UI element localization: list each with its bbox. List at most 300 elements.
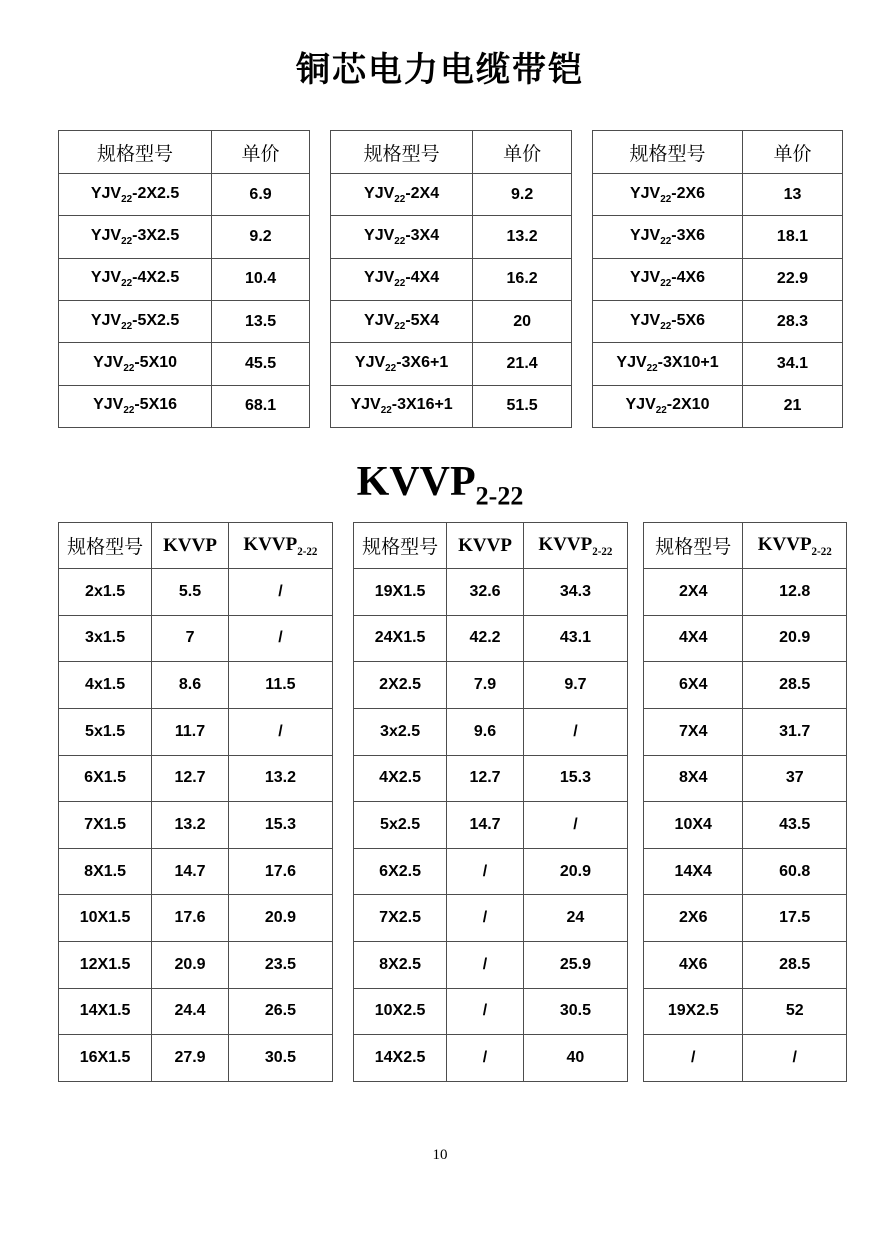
table-cell [59,942,152,989]
kvvp-price-table-3 [643,522,847,1082]
table-cell [447,942,524,989]
table-row [354,895,628,942]
table-cell [473,343,572,385]
table-cell [354,662,447,709]
table-cell [523,802,627,849]
table-cell [644,942,743,989]
text-segment: 单价 [503,142,542,165]
table-cell [523,755,627,802]
table-row [593,258,843,300]
table-cell [152,615,229,662]
text-segment: 12X1.5 [79,955,131,973]
text-segment: 42.2 [469,629,501,647]
table-cell [447,708,524,755]
table-cell [743,662,847,709]
table-cell [331,385,473,427]
text-segment: 52 [785,1002,804,1020]
table-row [59,569,333,616]
table-cell [59,569,152,616]
table-cell [447,1035,524,1082]
subscript-text: 2-22 [811,545,832,558]
table-cell [59,802,152,849]
table-cell [331,174,473,216]
table-cell [743,802,847,849]
table-cell [152,708,229,755]
text-segment: YJV [364,311,395,329]
table-row [593,343,843,385]
table-cell [473,258,572,300]
column-header [59,131,212,174]
table-cell [212,385,310,427]
subscript-text: 22 [660,236,672,248]
text-segment: YJV [629,311,661,329]
text-segment: / [792,1049,797,1067]
table-cell [447,615,524,662]
column-header [152,523,229,569]
text-segment: 21 [783,397,802,415]
table-cell [523,1035,627,1082]
text-segment: 30.5 [559,1002,591,1020]
table-row [644,988,847,1035]
table-cell [59,300,212,342]
table-cell [644,662,743,709]
kvvp-section-title [0,458,880,511]
table-cell [743,895,847,942]
table-cell [644,615,743,662]
table-row [59,343,310,385]
table-row [354,755,628,802]
text-segment: -3X10+1 [657,353,719,371]
text-segment: / [573,722,578,740]
table-cell [152,988,229,1035]
text-segment: -2X6 [671,184,706,202]
table-cell [447,755,524,802]
table-cell [593,258,743,300]
table-cell [59,174,212,216]
table-row [59,258,310,300]
text-segment: 37 [785,769,804,787]
table-cell [644,708,743,755]
table-cell [228,1035,332,1082]
text-segment: 13.2 [506,227,538,245]
table-row [644,662,847,709]
text-segment: 13.2 [174,815,206,833]
table-cell [331,258,473,300]
text-segment: 28.3 [776,312,809,330]
text-segment: 4x1.5 [85,676,126,694]
subscript-text: 2-22 [592,545,613,558]
page-number: 10 [432,1147,448,1163]
text-segment: 17.5 [779,909,811,927]
text-segment: 26.5 [264,1002,296,1020]
table-row [593,385,843,427]
table-row [331,343,572,385]
subscript-text: 22 [660,278,672,290]
text-segment: KVVP [538,533,593,555]
text-segment: YJV [364,184,395,202]
subscript-text: 22 [123,405,135,417]
text-segment: 17.6 [264,862,296,880]
text-segment: YJV [625,396,656,414]
text-segment: YJV [90,269,122,287]
table-cell [743,942,847,989]
text-segment: 规格型号 [67,536,144,558]
table-row [593,216,843,258]
kvvp-price-table-1 [58,522,333,1082]
table-cell [228,755,332,802]
table-cell [228,942,332,989]
text-segment: 34.1 [776,354,809,372]
text-segment: KVVP [356,459,476,505]
subscript-text: 2-22 [475,481,524,511]
text-segment: 4X6 [679,955,708,973]
text-segment: / [573,815,578,833]
table-cell [228,708,332,755]
subscript-text: 22 [121,193,133,205]
table-cell [152,942,229,989]
header-row [593,131,843,174]
table-cell [447,895,524,942]
table-cell [743,174,843,216]
column-header [523,523,627,569]
text-segment: 6X4 [679,676,708,694]
table-cell [743,343,843,385]
table-cell [228,848,332,895]
table-cell [593,343,743,385]
table-cell [523,942,627,989]
text-segment: KVVP [163,534,217,556]
text-segment: / [482,862,488,880]
text-segment: -2X4 [405,184,440,202]
text-segment: 2X6 [679,909,708,927]
table-cell [228,988,332,1035]
header-row [59,523,333,569]
table-row [59,942,333,989]
table-row [331,385,572,427]
table-cell [523,662,627,709]
table-cell [593,385,743,427]
table-row [331,258,572,300]
table-cell [523,615,627,662]
text-segment: 2X4 [679,582,708,600]
table-cell [354,755,447,802]
text-segment: YJV [90,184,122,202]
table-cell [447,569,524,616]
table-row [59,385,310,427]
text-segment: 12.7 [469,769,501,787]
column-header [212,131,310,174]
table-cell [354,942,447,989]
column-header [354,523,447,569]
table-row [59,848,333,895]
text-segment: 28.5 [779,955,811,973]
text-segment: 24.4 [174,1002,206,1020]
text-segment: YJV [629,226,661,244]
table-cell [743,216,843,258]
text-segment: 6X1.5 [84,769,126,787]
text-segment: 28.5 [779,676,811,694]
text-segment: 11.7 [174,722,206,740]
table-row [354,1035,628,1082]
table-row [644,802,847,849]
table-cell [59,343,212,385]
table-row [59,615,333,662]
table-cell [354,615,447,662]
table-cell [743,988,847,1035]
armored-cable-price-table-3 [592,130,843,428]
text-segment: 43.1 [559,629,591,647]
text-segment: 9.7 [564,676,587,694]
table-row [331,216,572,258]
table-cell [644,569,743,616]
table-cell [523,848,627,895]
table-cell [228,662,332,709]
text-segment: 规格型号 [363,142,440,165]
table-cell [152,662,229,709]
text-segment: 15.3 [559,769,591,787]
column-header [228,523,332,569]
text-segment: 规格型号 [655,536,732,558]
text-segment: 7X4 [679,722,708,740]
table-cell [59,216,212,258]
text-segment: 23.5 [264,955,296,973]
table-cell [212,216,310,258]
table-row [59,708,333,755]
text-segment: 20.9 [174,955,206,973]
subscript-text: 2-22 [297,545,318,558]
text-segment: 27.9 [174,1049,206,1067]
kvvp-price-tables [58,522,847,1082]
table-row [59,895,333,942]
table-cell [523,569,627,616]
text-segment: 7 [185,629,195,647]
text-segment: 20.9 [559,862,591,880]
text-segment: 7.9 [473,676,497,694]
table-cell [644,988,743,1035]
subscript-text: 22 [646,363,658,375]
text-segment: 20 [513,312,531,330]
table-row [644,755,847,802]
text-segment: -3X6+1 [396,353,449,371]
text-segment: 10X4 [674,815,712,833]
text-segment: 6.9 [249,185,272,203]
table-row [354,848,628,895]
armored-cable-price-table-1 [58,130,310,428]
subscript-text: 22 [394,320,406,332]
text-segment: / [482,1049,488,1067]
table-cell [473,300,572,342]
subscript-text: 22 [394,236,406,248]
table-cell [743,385,843,427]
subscript-text: 22 [394,193,406,205]
text-segment: YJV [629,184,661,202]
table-row [644,1035,847,1082]
text-segment: / [691,1049,696,1067]
text-segment: -5X6 [671,311,706,329]
text-segment: 单价 [241,142,280,165]
text-segment: -4X6 [671,269,706,287]
column-header [447,523,524,569]
table-cell [743,708,847,755]
text-segment: 9.2 [510,185,534,203]
text-segment: 5.5 [178,582,202,600]
table-cell [228,895,332,942]
table-cell [593,216,743,258]
table-cell [447,848,524,895]
text-segment: 13 [783,185,802,203]
table-cell [59,708,152,755]
table-cell [743,569,847,616]
page-title: 铜芯电力电缆带铠 [296,50,584,90]
column-header [743,131,843,174]
text-segment: 17.6 [174,909,206,927]
table-cell [59,615,152,662]
text-segment: -3X2.5 [132,226,180,244]
text-segment: -2X10 [666,396,710,414]
table-cell [523,895,627,942]
text-segment: 2x1.5 [85,582,126,600]
text-segment: 15.3 [264,815,296,833]
text-segment: 9.2 [249,227,272,245]
text-segment: YJV [90,226,122,244]
text-segment: / [482,909,488,927]
column-header [593,131,743,174]
text-segment: -5X4 [405,311,440,329]
subscript-text: 22 [660,320,672,332]
table-row [644,615,847,662]
table-row [644,848,847,895]
table-row [644,569,847,616]
text-segment: 32.6 [469,582,501,600]
text-segment: 12.7 [174,769,206,787]
text-segment: 14.7 [174,862,206,880]
text-segment: / [482,955,488,973]
table-cell [59,1035,152,1082]
table-cell [644,802,743,849]
table-cell [523,988,627,1035]
table-cell [59,988,152,1035]
text-segment: 7X2.5 [379,909,421,927]
table-cell [644,848,743,895]
table-cell [743,300,843,342]
text-segment: 14.7 [469,815,501,833]
text-segment: 8.6 [178,676,202,694]
table-cell [593,300,743,342]
text-segment: 22.9 [776,270,809,288]
table-cell [473,174,572,216]
text-segment: 21.4 [506,354,538,372]
text-segment: 16.2 [506,270,538,288]
table-cell [212,258,310,300]
table-cell [743,1035,847,1082]
text-segment: 10X1.5 [79,909,131,927]
table-cell [152,895,229,942]
column-header [473,131,572,174]
text-segment: YJV [354,353,386,371]
text-segment: 43.5 [779,815,811,833]
table-cell [743,615,847,662]
subscript-text: 22 [660,193,672,205]
text-segment: -2X2.5 [132,184,180,202]
text-segment: 40 [566,1049,585,1067]
table-cell [212,300,310,342]
text-segment: -4X4 [405,269,440,287]
table-row [354,662,628,709]
text-segment: / [482,1002,488,1020]
table-cell [59,895,152,942]
header-row [59,131,310,174]
text-segment: / [278,582,283,600]
table-cell [59,258,212,300]
text-segment: 14X1.5 [79,1002,131,1020]
text-segment: 11.5 [265,676,296,694]
text-segment: -3X4 [405,226,440,244]
table-cell [228,802,332,849]
table-cell [59,662,152,709]
text-segment: YJV [90,311,122,329]
table-row [59,988,333,1035]
table-cell [354,988,447,1035]
table-cell [743,755,847,802]
subscript-text: 22 [121,320,133,332]
table-cell [354,895,447,942]
table-cell [523,708,627,755]
table-cell [644,1035,743,1082]
text-segment: 51.5 [506,397,538,415]
table-row [59,802,333,849]
text-segment: 13.5 [244,312,277,330]
table-row [59,300,310,342]
text-segment: 10.4 [244,270,277,288]
text-segment: 规格型号 [629,142,706,165]
column-header [331,131,473,174]
table-cell [152,848,229,895]
table-cell [152,1035,229,1082]
subscript-text: 22 [121,236,133,248]
table-cell [212,343,310,385]
text-segment: KVVP [243,533,298,555]
header-row [354,523,628,569]
text-segment: 18.1 [776,227,809,245]
table-row [354,569,628,616]
table-row [593,174,843,216]
table-cell [331,216,473,258]
table-cell [354,848,447,895]
table-row [354,708,628,755]
text-segment: -5X16 [134,396,178,414]
text-segment: 10X2.5 [374,1002,426,1020]
text-segment: 2X2.5 [379,676,421,694]
text-segment: -3X16+1 [391,396,453,414]
text-segment: 3x2.5 [380,722,421,740]
text-segment: 规格型号 [97,142,174,165]
table-row [59,662,333,709]
text-segment: 8X2.5 [379,955,421,973]
text-segment: 单价 [773,142,812,165]
armored-cable-price-table-2 [330,130,572,428]
table-row [59,174,310,216]
text-segment: 8X4 [679,769,708,787]
table-cell [152,802,229,849]
table-cell [212,174,310,216]
text-segment: 24X1.5 [374,629,426,647]
text-segment: YJV [93,353,124,371]
table-cell [447,988,524,1035]
subscript-text: 22 [394,278,406,290]
table-row [644,708,847,755]
text-segment: YJV [616,353,647,371]
table-cell [228,615,332,662]
